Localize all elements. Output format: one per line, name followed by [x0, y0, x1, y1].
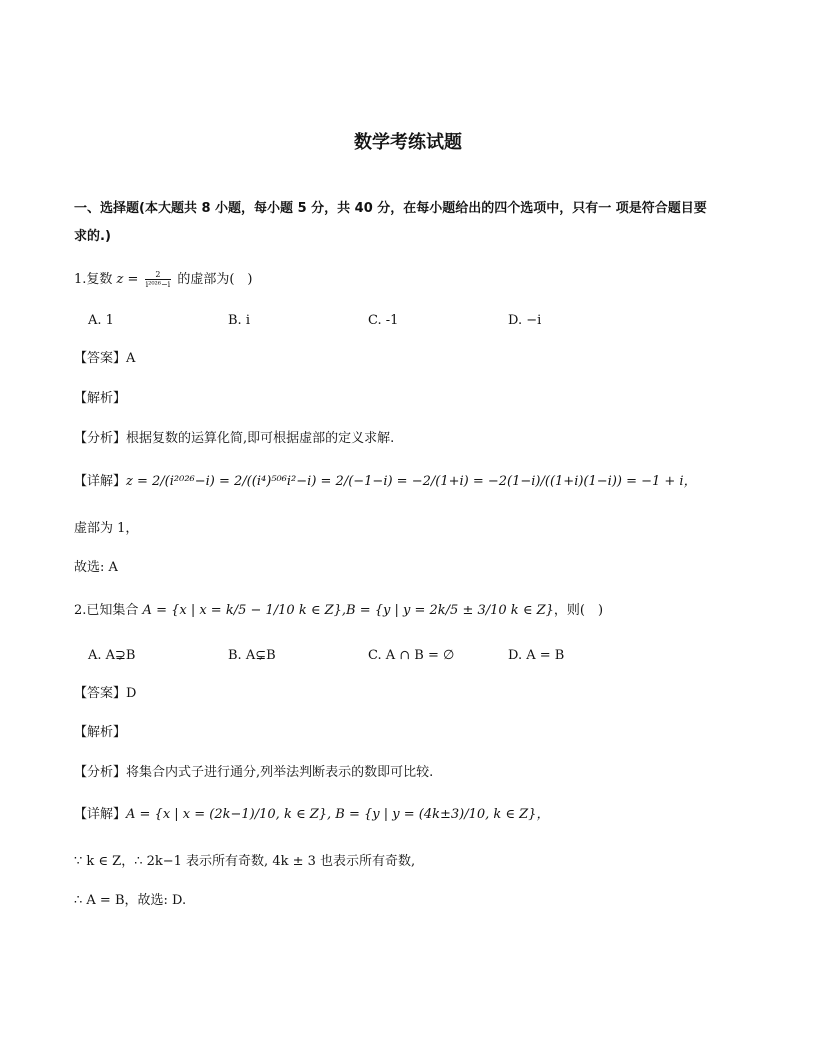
question-1: 1.复数 z = $\frac{2}{\text{i²⁰²⁶−i}}$ 的虚部为( ) — [74, 270, 253, 289]
set-b-expression: ,B = {y | y = 2k/5 ± 3/10 k ∈ Z} — [341, 603, 554, 618]
detail: 【详解】A = {x | x = (2k−1)/10, k ∈ Z}, B = {y | y = (4k±3)/10, k ∈ Z}， — [74, 807, 550, 822]
detail-line: 虚部为 1， — [74, 521, 139, 536]
analysis-label: 【解析】 — [74, 391, 127, 406]
option-d: D. A = B — [508, 648, 565, 663]
section-heading: 一、选择题(本大题共 8 小题，每小题 5 分，共 40 分，在每小题给出的四个选项中，只有一 项是符合题目要 — [74, 201, 707, 216]
section-heading-continued: 求的.) — [74, 229, 111, 244]
option-d: D. −i — [508, 313, 542, 328]
option-b: B. i — [228, 313, 250, 328]
detail-line: ∵ k ∈ Z，∴ 2k−1 表示所有奇数, 4k ± 3 也表示所有奇数, — [74, 854, 416, 869]
detail-expression: A = {x | x = (2k−1)/10, k ∈ Z}, B = {y | y = (4k±3)/10, k ∈ Z}， — [126, 807, 550, 822]
detail-expression: z = 2/(i²⁰²⁶−i) = 2/((i⁴)⁵⁰⁶i²−i) = 2/(−1−i) = −2/(1+i) = −2(1−i)/((1+i)(1−i)) = −1 + i， — [126, 474, 697, 489]
option-b: B. A⊊B — [228, 648, 276, 663]
question-2: 2.已知集合 A = {x | x = k/5 − 1/10 k ∈ Z},B = {y | y = 2k/5 ± 3/10 k ∈ Z}，则( ) — [74, 603, 604, 618]
answer: 【答案】A — [74, 351, 136, 366]
question-2-options — [88, 648, 648, 663]
option-c: C. -1 — [368, 313, 399, 328]
detail-line: 故选: A — [74, 560, 118, 575]
analysis-text: 【分析】将集合内式子进行通分,列举法判断表示的数即可比较. — [74, 765, 434, 780]
option-c: C. A ∩ B = ∅ — [368, 648, 455, 663]
set-a-expression: A = {x | x = k/5 − 1/10 k ∈ Z} — [142, 603, 342, 618]
detail-line: ∴ A = B，故选: D. — [74, 893, 187, 908]
option-a: A. A⊋B — [88, 648, 136, 663]
analysis-label: 【解析】 — [74, 725, 127, 740]
detail: 【详解】z = 2/(i²⁰²⁶−i) = 2/((i⁴)⁵⁰⁶i²−i) = 2/(−1−i) = −2/(1+i) = −2(1−i)/((1+i)(1−i)) = −1 + i， — [74, 474, 697, 489]
analysis-text: 【分析】根据复数的运算化简,即可根据虚部的定义求解. — [74, 431, 395, 446]
option-a: A. 1 — [88, 313, 114, 328]
question-1-options — [88, 313, 648, 328]
fraction: $\frac{2}{\text{i²⁰²⁶−i}}$ — [145, 270, 171, 289]
page-title: 数学考练试题 — [354, 132, 462, 153]
answer: 【答案】D — [74, 686, 137, 701]
